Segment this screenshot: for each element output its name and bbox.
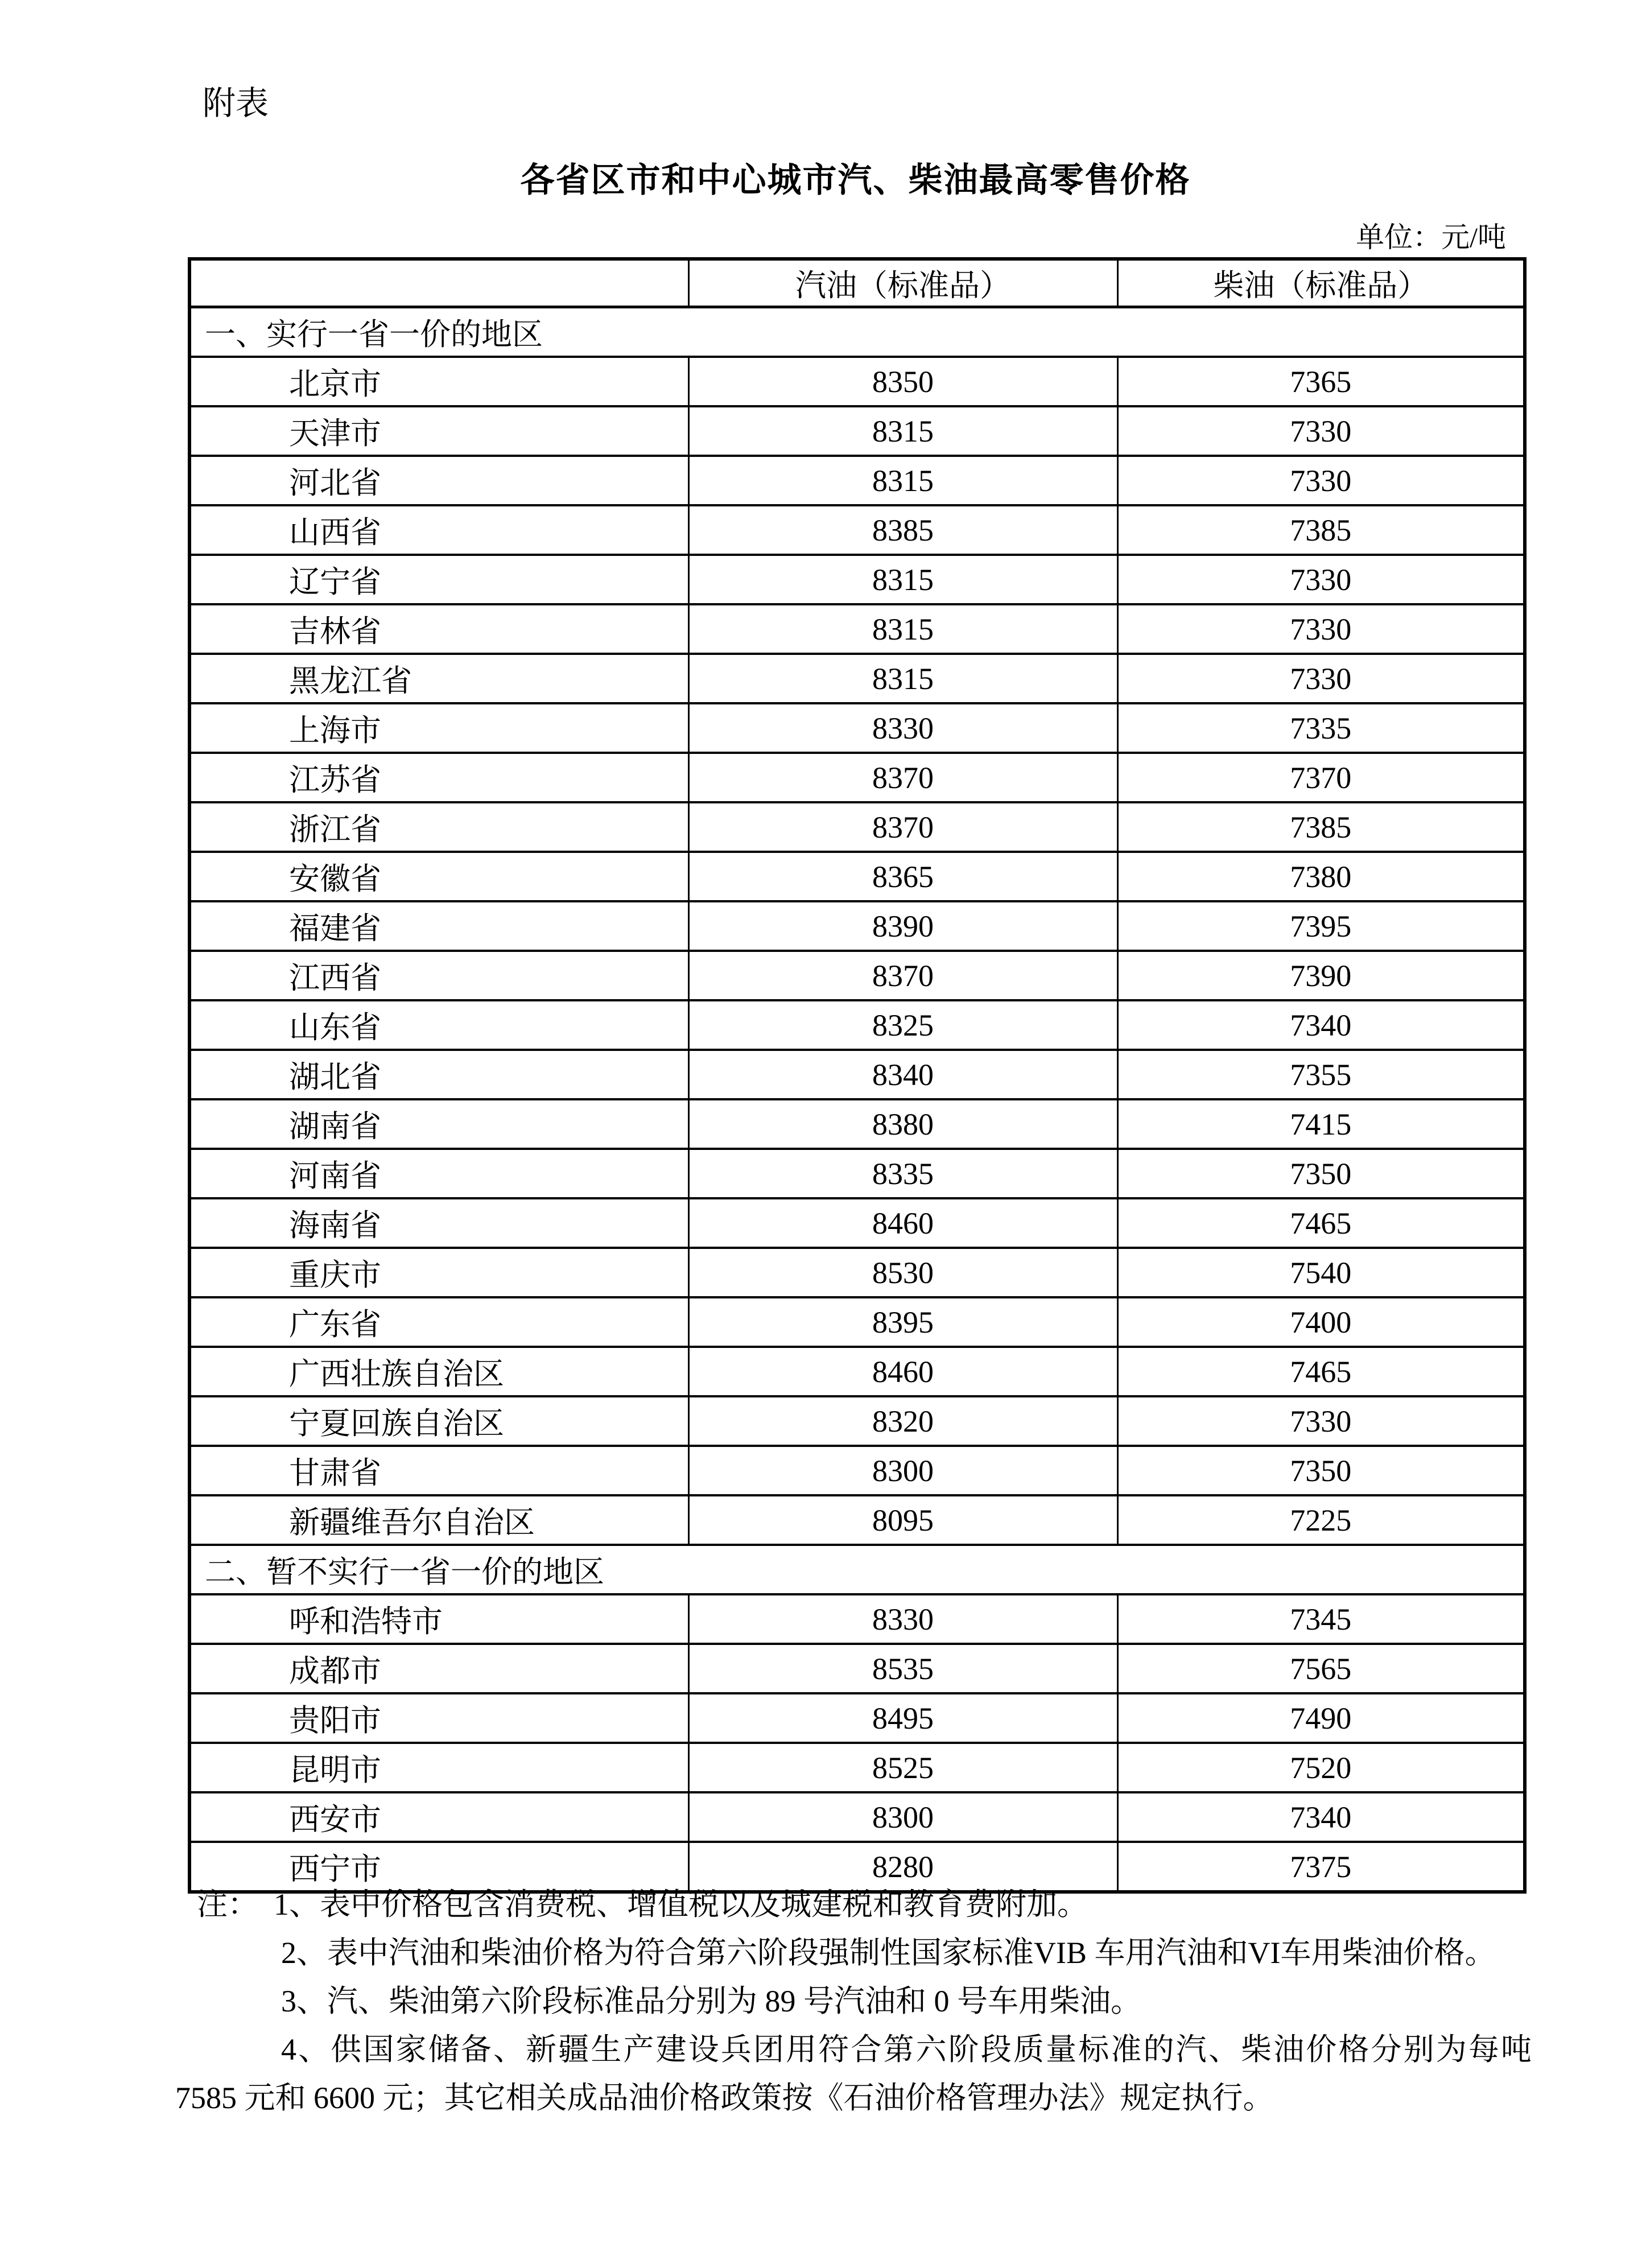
gasoline-price-cell: 8330 <box>688 1594 1117 1644</box>
diesel-price-cell: 7330 <box>1117 1396 1525 1446</box>
unit-label: 单位：元/吨 <box>1356 221 1506 253</box>
diesel-price-cell: 7385 <box>1117 505 1525 555</box>
note-line: 4、供国家储备、新疆生产建设兵团用符合第六阶段质量标准的汽、柴油价格分别为每吨 7585 元和 6600 元；其它相关成品油价格政策按《石油价格管理办法》规定执行。 <box>175 2032 1532 2115</box>
gasoline-price-cell: 8320 <box>688 1396 1117 1446</box>
region-cell: 广西壮族自治区 <box>189 1347 688 1396</box>
table-row <box>189 703 1525 753</box>
gasoline-price-cell: 8525 <box>688 1743 1117 1792</box>
section-header-cell: 二、暂不实行一省一价的地区 <box>189 1545 1525 1594</box>
region-cell: 上海市 <box>189 703 688 753</box>
diesel-price-cell: 7465 <box>1117 1198 1525 1248</box>
region-cell: 昆明市 <box>189 1743 688 1792</box>
table-row <box>189 357 1525 406</box>
table-row <box>189 852 1525 901</box>
gasoline-price-cell: 8315 <box>688 456 1117 505</box>
region-cell: 贵阳市 <box>189 1693 688 1743</box>
region-cell: 北京市 <box>189 357 688 406</box>
table-row <box>189 1495 1525 1545</box>
gasoline-price-cell: 8530 <box>688 1248 1117 1297</box>
diesel-price-cell: 7520 <box>1117 1743 1525 1792</box>
region-cell: 海南省 <box>189 1198 688 1248</box>
page-title: 各省区市和中心城市汽、柴油最高零售价格 <box>520 161 1191 199</box>
gasoline-price-cell: 8315 <box>688 555 1117 604</box>
table-row <box>189 1594 1525 1644</box>
diesel-price-cell: 7380 <box>1117 852 1525 901</box>
region-cell: 福建省 <box>189 901 688 951</box>
gasoline-price-cell: 8390 <box>688 901 1117 951</box>
gasoline-price-cell: 8385 <box>688 505 1117 555</box>
region-cell: 广东省 <box>189 1297 688 1347</box>
diesel-price-cell: 7465 <box>1117 1347 1525 1396</box>
region-cell: 吉林省 <box>189 604 688 654</box>
table-row <box>189 1792 1525 1842</box>
diesel-column-header: 柴油（标准品） <box>1117 259 1525 307</box>
diesel-price-cell: 7345 <box>1117 1594 1525 1644</box>
gasoline-price-cell: 8395 <box>688 1297 1117 1347</box>
table-row <box>189 654 1525 703</box>
note-line: 3、汽、柴油第六阶段标准品分别为 89 号汽油和 0 号车用柴油。 <box>281 1984 1141 2018</box>
region-cell: 浙江省 <box>189 802 688 852</box>
table-row <box>189 1099 1525 1149</box>
region-cell: 宁夏回族自治区 <box>189 1396 688 1446</box>
table-row <box>189 1347 1525 1396</box>
gasoline-price-cell: 8370 <box>688 753 1117 802</box>
note-line: 2、表中汽油和柴油价格为符合第六阶段强制性国家标准VIB 车用汽油和VI车用柴油价格。 <box>281 1936 1496 1970</box>
table-row <box>189 1297 1525 1347</box>
gasoline-price-cell: 8300 <box>688 1792 1117 1842</box>
region-cell: 安徽省 <box>189 852 688 901</box>
diesel-price-cell: 7330 <box>1117 604 1525 654</box>
gasoline-price-cell: 8325 <box>688 1000 1117 1050</box>
table-row <box>189 1396 1525 1446</box>
table-row <box>189 1644 1525 1693</box>
region-cell: 江苏省 <box>189 753 688 802</box>
region-cell: 天津市 <box>189 406 688 456</box>
region-cell: 西宁市 <box>189 1842 688 1892</box>
gasoline-price-cell: 8535 <box>688 1644 1117 1693</box>
diesel-price-cell: 7540 <box>1117 1248 1525 1297</box>
gasoline-price-cell: 8365 <box>688 852 1117 901</box>
diesel-price-cell: 7355 <box>1117 1050 1525 1099</box>
table-row <box>189 505 1525 555</box>
price-table <box>188 257 1527 1894</box>
section-header-cell: 一、实行一省一价的地区 <box>189 307 1525 357</box>
table-row <box>189 753 1525 802</box>
diesel-price-cell: 7225 <box>1117 1495 1525 1545</box>
diesel-price-cell: 7330 <box>1117 406 1525 456</box>
region-cell: 西安市 <box>189 1792 688 1842</box>
region-cell: 黑龙江省 <box>189 654 688 703</box>
table-row <box>189 1149 1525 1198</box>
diesel-price-cell: 7370 <box>1117 753 1525 802</box>
gasoline-price-cell: 8350 <box>688 357 1117 406</box>
region-cell: 新疆维吾尔自治区 <box>189 1495 688 1545</box>
diesel-price-cell: 7340 <box>1117 1000 1525 1050</box>
region-column-header <box>189 259 688 307</box>
region-cell: 重庆市 <box>189 1248 688 1297</box>
diesel-price-cell: 7365 <box>1117 357 1525 406</box>
diesel-price-cell: 7375 <box>1117 1842 1525 1892</box>
table-row <box>189 555 1525 604</box>
notes <box>175 1881 1532 2122</box>
table-row <box>189 456 1525 505</box>
diesel-price-cell: 7330 <box>1117 654 1525 703</box>
region-cell: 辽宁省 <box>189 555 688 604</box>
gasoline-price-cell: 8340 <box>688 1050 1117 1099</box>
table-row <box>189 1446 1525 1495</box>
region-cell: 甘肃省 <box>189 1446 688 1495</box>
gasoline-price-cell: 8300 <box>688 1446 1117 1495</box>
gasoline-column-header: 汽油（标准品） <box>688 259 1117 307</box>
region-cell: 湖南省 <box>189 1099 688 1149</box>
diesel-price-cell: 7565 <box>1117 1644 1525 1693</box>
gasoline-price-cell: 8370 <box>688 802 1117 852</box>
table-row <box>189 951 1525 1000</box>
region-cell: 山东省 <box>189 1000 688 1050</box>
section-header-row <box>189 1545 1525 1594</box>
gasoline-price-cell: 8095 <box>688 1495 1117 1545</box>
diesel-price-cell: 7330 <box>1117 456 1525 505</box>
diesel-price-cell: 7385 <box>1117 802 1525 852</box>
table-row <box>189 1198 1525 1248</box>
table-row <box>189 1000 1525 1050</box>
gasoline-price-cell: 8460 <box>688 1347 1117 1396</box>
table-row <box>189 406 1525 456</box>
diesel-price-cell: 7490 <box>1117 1693 1525 1743</box>
region-cell: 成都市 <box>189 1644 688 1693</box>
attachment-tag: 附表 <box>203 85 269 122</box>
diesel-price-cell: 7330 <box>1117 555 1525 604</box>
region-cell: 湖北省 <box>189 1050 688 1099</box>
table-row <box>189 901 1525 951</box>
diesel-price-cell: 7350 <box>1117 1446 1525 1495</box>
table-row <box>189 1743 1525 1792</box>
table-row <box>189 1050 1525 1099</box>
diesel-price-cell: 7400 <box>1117 1297 1525 1347</box>
table-row <box>189 802 1525 852</box>
gasoline-price-cell: 8330 <box>688 703 1117 753</box>
region-cell: 河北省 <box>189 456 688 505</box>
diesel-price-cell: 7350 <box>1117 1149 1525 1198</box>
diesel-price-cell: 7390 <box>1117 951 1525 1000</box>
gasoline-price-cell: 8495 <box>688 1693 1117 1743</box>
table-row <box>189 1693 1525 1743</box>
table-row <box>189 604 1525 654</box>
gasoline-price-cell: 8370 <box>688 951 1117 1000</box>
diesel-price-cell: 7395 <box>1117 901 1525 951</box>
gasoline-price-cell: 8315 <box>688 406 1117 456</box>
diesel-price-cell: 7340 <box>1117 1792 1525 1842</box>
gasoline-price-cell: 8315 <box>688 654 1117 703</box>
diesel-price-cell: 7335 <box>1117 703 1525 753</box>
note-line: 注： 1、表中价格包含消费税、增值税以及城建税和教育费附加。 <box>197 1887 1088 1921</box>
price-table-body <box>189 307 1525 1892</box>
gasoline-price-cell: 8335 <box>688 1149 1117 1198</box>
region-cell: 江西省 <box>189 951 688 1000</box>
gasoline-price-cell: 8315 <box>688 604 1117 654</box>
gasoline-price-cell: 8280 <box>688 1842 1117 1892</box>
table-row <box>189 1248 1525 1297</box>
diesel-price-cell: 7415 <box>1117 1099 1525 1149</box>
section-header-row <box>189 307 1525 357</box>
table-header-row <box>189 259 1525 307</box>
gasoline-price-cell: 8460 <box>688 1198 1117 1248</box>
gasoline-price-cell: 8380 <box>688 1099 1117 1149</box>
region-cell: 河南省 <box>189 1149 688 1198</box>
region-cell: 呼和浩特市 <box>189 1594 688 1644</box>
region-cell: 山西省 <box>189 505 688 555</box>
